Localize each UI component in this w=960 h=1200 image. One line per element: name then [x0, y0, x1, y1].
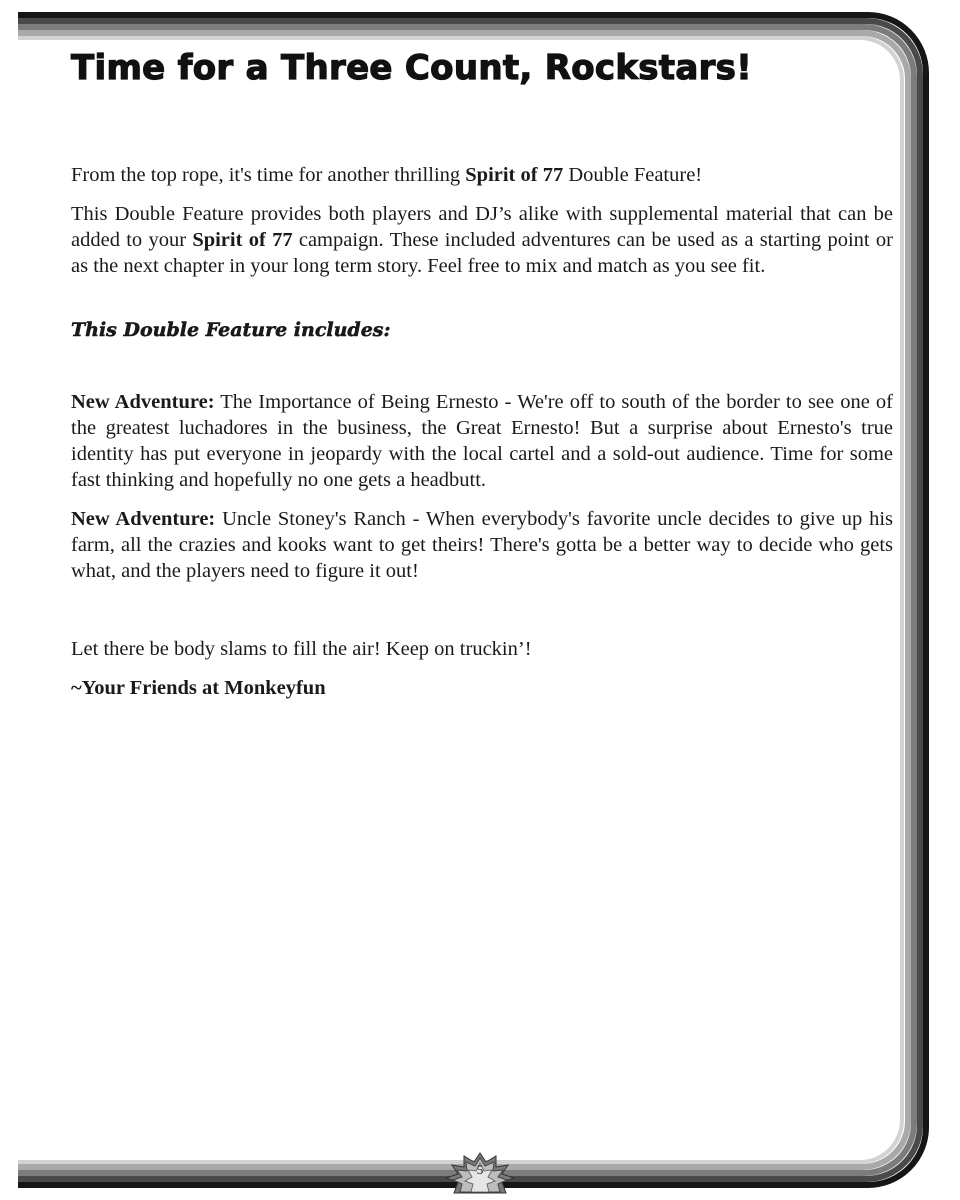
adventure-item	[71, 389, 893, 493]
page-number: 5	[476, 1162, 484, 1177]
intro-text: campaign. These included adventures can be used as a starting point or as the next chapter in your long term story. Feel free to mix and match as you see fit.	[71, 229, 893, 277]
adventure-description: Uncle Stoney's Ranch - When everybody's favorite uncle decides to give up his farm, all the crazies and kooks want to get theirs! There's gotta be a better way to decide who gets what, and the players need to figure it out!	[71, 508, 893, 582]
intro-paragraph-2	[71, 201, 893, 279]
adventure-label: New Adventure:	[71, 508, 216, 530]
page-content	[71, 44, 893, 701]
intro-text: Double Feature!	[563, 164, 703, 186]
includes-heading: This Double Feature includes:	[71, 319, 391, 341]
adventure-item	[71, 506, 893, 584]
adventure-label: New Adventure:	[71, 391, 215, 413]
intro-paragraph-1	[71, 162, 893, 188]
signature: ~Your Friends at Monkeyfun	[71, 677, 326, 699]
intro-text: This Double Feature provides both players and DJ’s alike with supplemental material that can be added to your	[71, 203, 893, 251]
adventure-description: The Importance of Being Ernesto - We're off to south of the border to see one of the greatest luchadores in the business, the Great Ernesto! But a surprise about Ernesto's true identity has put everyone in jeopardy with the local cartel and a sold-out audience. Time for some fast thinking and hopefully no one gets a headbutt.	[71, 391, 893, 491]
game-title-bold: Spirit of 77	[192, 229, 293, 251]
intro-text: From the top rope, it's time for another thrilling	[71, 164, 466, 186]
page-title: Time for a Three Count, Rockstars!	[71, 48, 753, 88]
closing-line: Let there be body slams to fill the air! Keep on truckin’!	[71, 638, 532, 660]
game-title-bold: Spirit of 77	[465, 164, 564, 186]
